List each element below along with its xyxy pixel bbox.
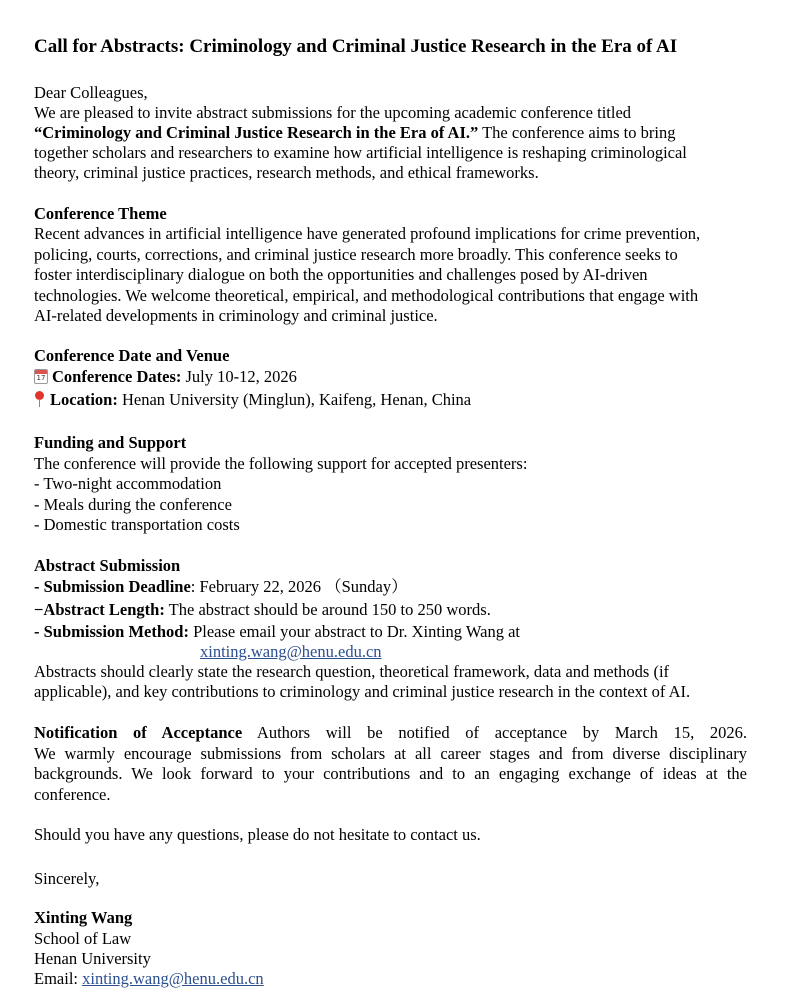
intro-line-1: We are pleased to invite abstract submissions for the upcoming academic conference titled: [34, 103, 632, 122]
intro-line-2: [34, 123, 675, 144]
conference-location: [34, 390, 471, 411]
closing-sincerely: Sincerely,: [34, 869, 100, 888]
notification-heading: Notification of Acceptance: [34, 723, 243, 742]
greeting: Dear Colleagues,: [34, 83, 148, 102]
funding-item: - Domestic transportation costs: [34, 515, 240, 534]
closing-questions: Should you have any questions, please do not hesitate to contact us.: [34, 825, 481, 844]
submission-email-link[interactable]: xinting.wang@henu.edu.cn: [200, 642, 382, 661]
notification-line-4: conference.: [34, 785, 111, 804]
theme-line-3: foster interdisciplinary dialogue on both the opportunities and challenges posed by AI-driven: [34, 265, 648, 284]
pin-icon: [34, 391, 46, 407]
theme-line-5: AI-related developments in criminology and criminal justice.: [34, 306, 438, 325]
notification-line-3: backgrounds. We look forward to your contributions and to an engaging exchange of ideas at the: [34, 764, 747, 783]
theme-line-2: policing, courts, corrections, and criminal justice research more broadly. This conference seeks to: [34, 245, 678, 264]
theme-line-1: Recent advances in artificial intelligence have generated profound implications for crime prevention,: [34, 224, 701, 243]
signature-dept: School of Law: [34, 929, 132, 948]
funding-intro: The conference will provide the following support for accepted presenters:: [34, 454, 528, 473]
dates-label: Conference Dates:: [52, 367, 182, 386]
intro-line-4: theory, criminal justice practices, research methods, and ethical frameworks.: [34, 163, 539, 182]
funding-item: - Meals during the conference: [34, 495, 232, 514]
dates-value: July 10-12, 2026: [181, 367, 297, 386]
submission-method: - Submission Method: Please email your abstract to Dr. Xinting Wang at: [34, 622, 520, 641]
abstract-note-line-2: applicable), and key contributions to criminology and criminal justice research in the context of AI.: [34, 682, 691, 701]
notification-line-1: Notification of Acceptance Authors will be notified of acceptance by March 15, 2026.: [34, 723, 747, 742]
page-title: Call for Abstracts: Criminology and Criminal Justice Research in the Era of AI: [34, 36, 678, 57]
theme-line-4: technologies. We welcome theoretical, empirical, and methodological contributions that engage with: [34, 286, 699, 305]
location-label: Location:: [50, 390, 118, 409]
abstract-length: −Abstract Length: The abstract should be around 150 to 250 words.: [34, 600, 491, 619]
submission-deadline: - Submission Deadline: February 22, 2026 （Sunday）: [34, 577, 408, 596]
submission-email-line: [200, 642, 382, 663]
signature-name: Xinting Wang: [34, 908, 133, 927]
notification-line-2: We warmly encourage submissions from scholars at all career stages and from diverse disciplinary: [34, 744, 747, 763]
submission-heading: Abstract Submission: [34, 556, 181, 575]
venue-heading: Conference Date and Venue: [34, 346, 230, 365]
funding-heading: Funding and Support: [34, 433, 187, 452]
conference-dates: [34, 367, 297, 388]
calendar-icon: 17: [34, 369, 48, 384]
signature-email-link[interactable]: xinting.wang@henu.edu.cn: [82, 969, 264, 988]
conference-title-quote: “Criminology and Criminal Justice Research in the Era of AI.”: [34, 123, 479, 142]
signature-email-line: Email: xinting.wang@henu.edu.cn: [34, 969, 264, 988]
location-value: Henan University (Minglun), Kaifeng, Henan, China: [117, 390, 472, 409]
signature-university: Henan University: [34, 949, 151, 968]
abstract-note-line-1: Abstracts should clearly state the research question, theoretical framework, data and methods (if: [34, 662, 670, 681]
theme-heading: Conference Theme: [34, 204, 167, 223]
intro-line-3: together scholars and researchers to examine how artificial intelligence is reshaping criminological: [34, 143, 687, 162]
funding-item: - Two-night accommodation: [34, 474, 222, 493]
intro-line-2-rest: The conference aims to bring: [478, 123, 676, 142]
